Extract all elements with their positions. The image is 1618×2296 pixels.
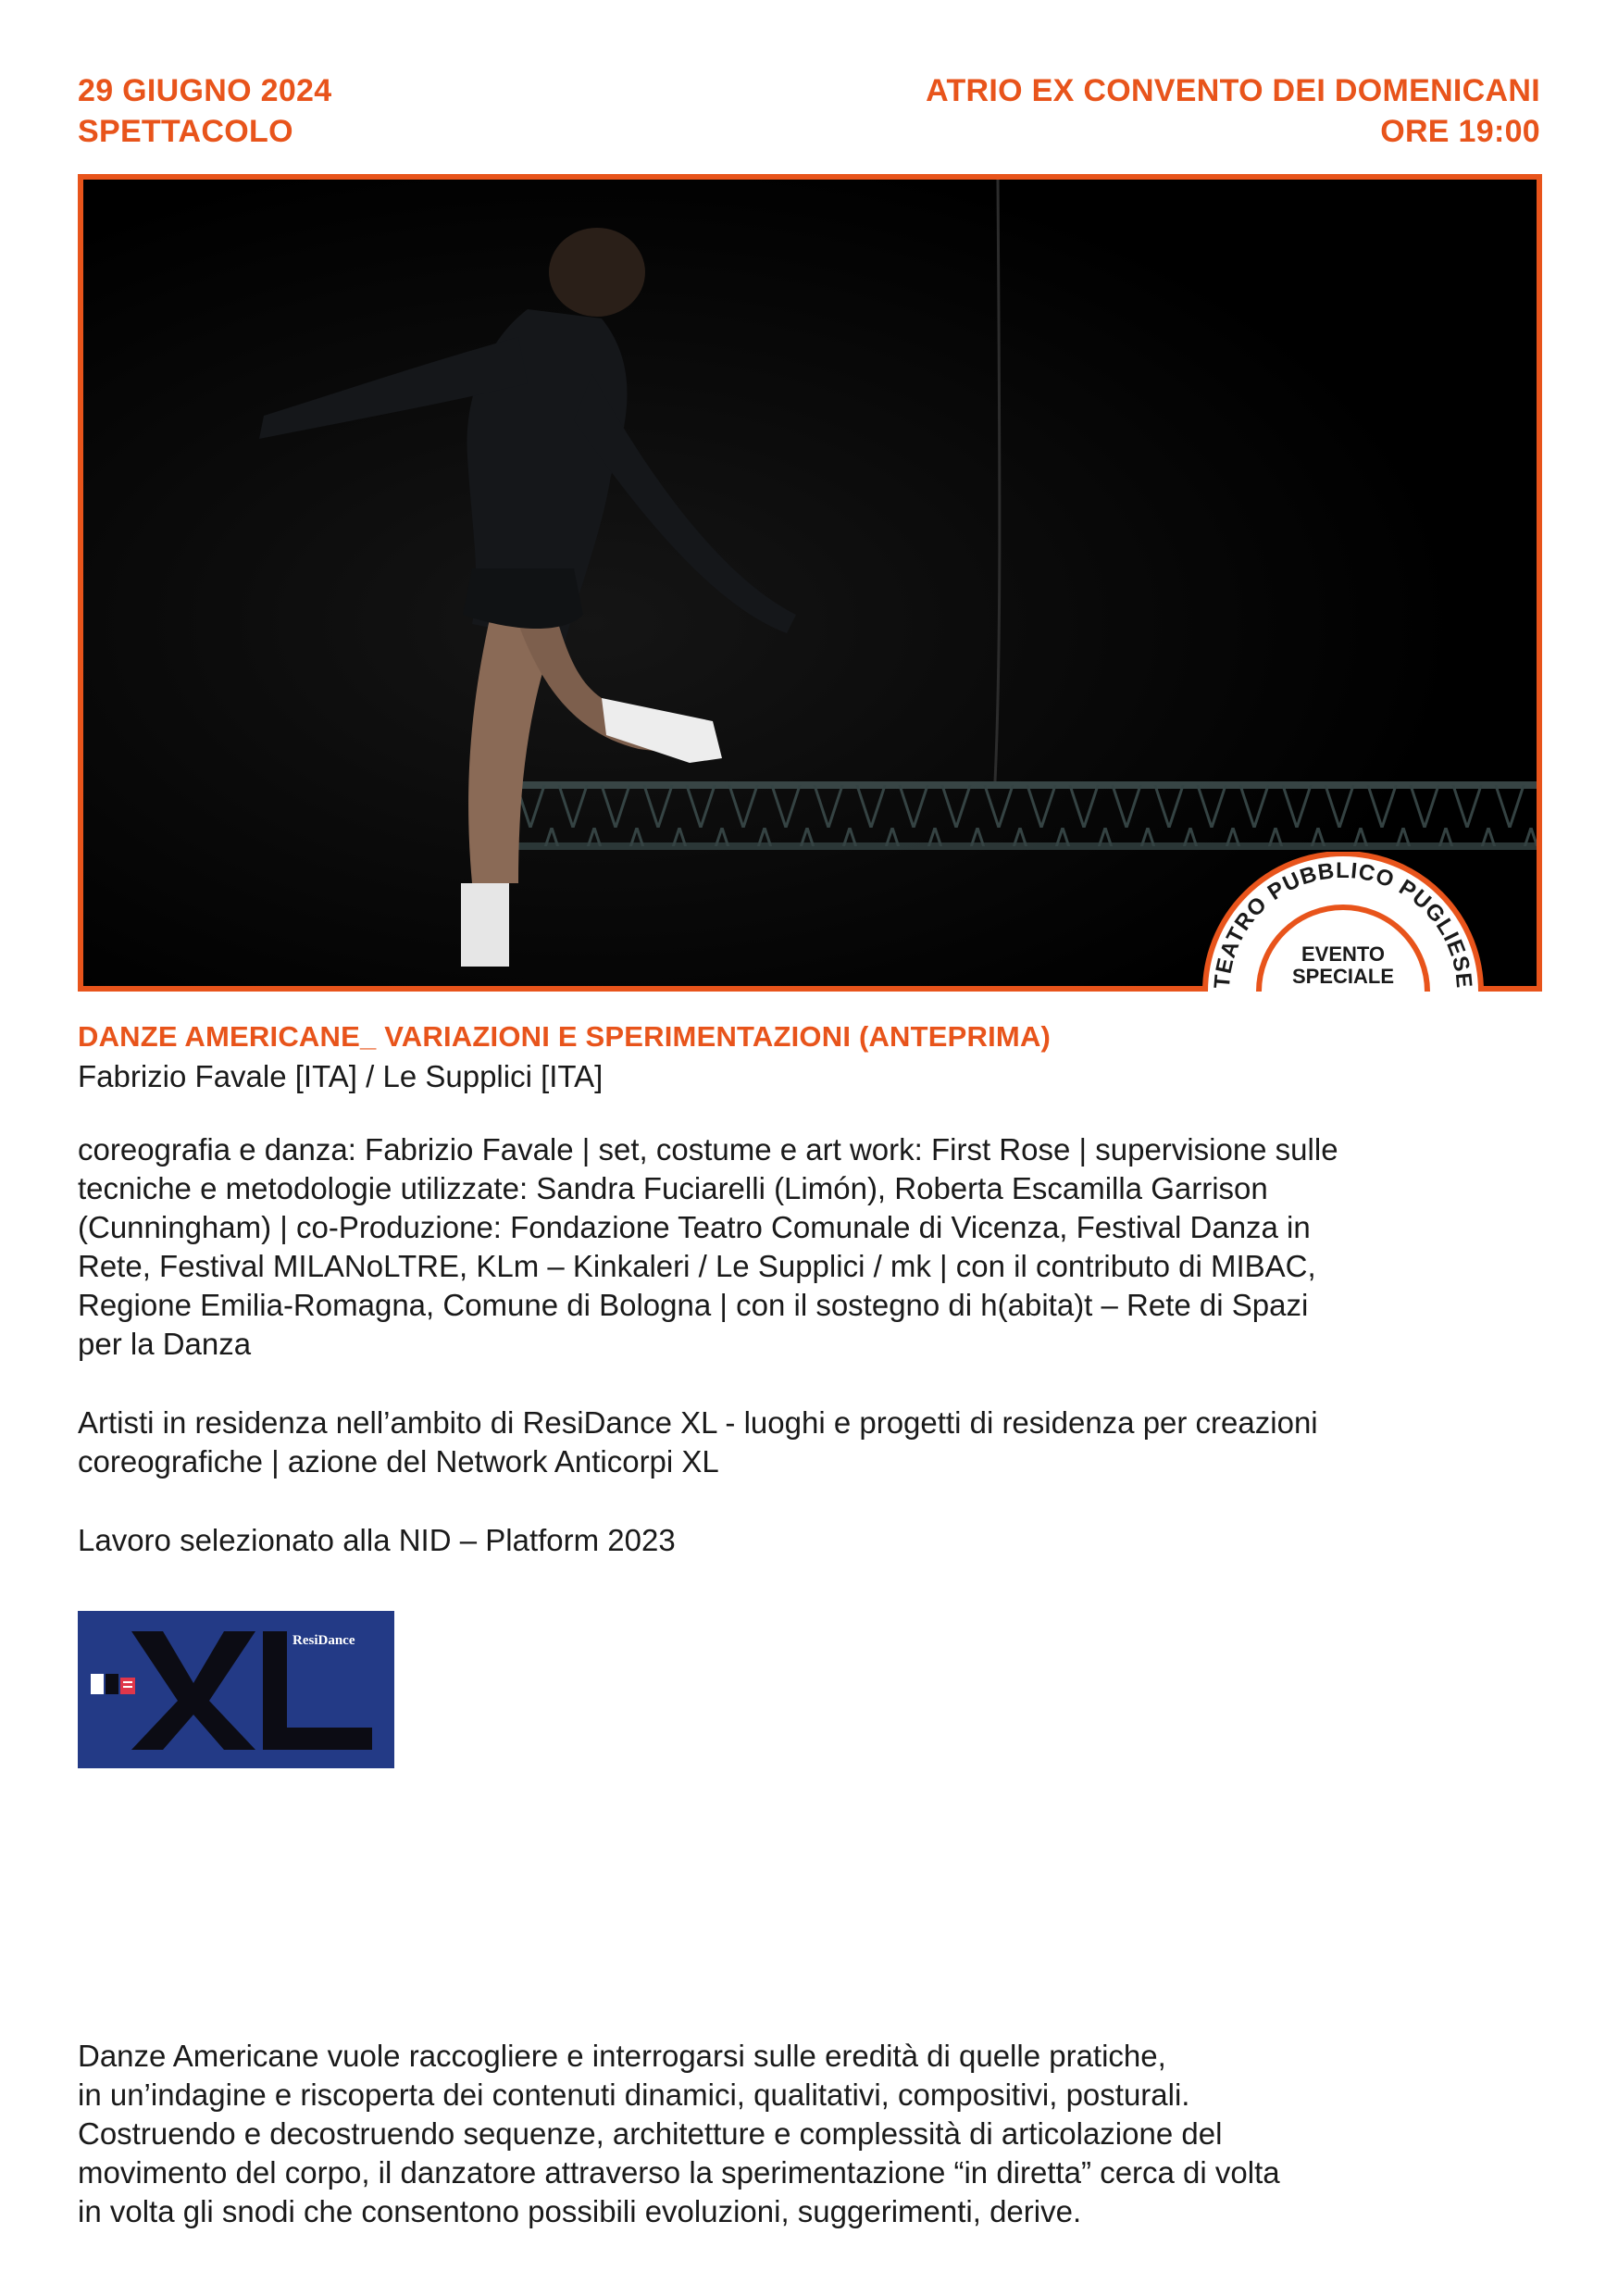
credits-line: (Cunningham) | co-Produzione: Fondazione Teatro Comunale di Vicenza, Festival Danza in [78, 1210, 1311, 1244]
credits-line: Rete, Festival MILANoLTRE, KLm – Kinkaleri / Le Supplici / mk | con il contributo di MIBAC, [78, 1249, 1316, 1283]
event-time: ORE 19:00 [1380, 114, 1540, 149]
special-event-badge [1201, 852, 1485, 992]
description-line: in un’indagine e riscoperta dei contenuti dinamici, qualitativi, compositivi, posturali. [78, 2078, 1190, 2112]
residency-paragraph [78, 1404, 1550, 1481]
show-title: DANZE AMERICANE_ VARIAZIONI E SPERIMENTAZIONI (ANTEPRIMA) [78, 1020, 1052, 1053]
description-line: movimento del corpo, il danzatore attraverso la sperimentazione “in diretta” cerca di volta [78, 2155, 1280, 2190]
badge-line2: SPECIALE [1291, 965, 1395, 988]
badge-arc-text: TEATRO PUBBLICO PUGLIESE [1209, 857, 1477, 990]
event-date-block [78, 70, 331, 152]
description-line: in volta gli snodi che consentono possibili evoluzioni, suggerimenti, derive. [78, 2194, 1082, 2228]
logo-label: ResiDance [292, 1633, 355, 1648]
residency-line: coreografiche | azione del Network Anticorpi XL [78, 1444, 719, 1479]
credits-line: Regione Emilia-Romagna, Comune di Bologna | con il sostegno di h(abita)t – Rete di Spazi [78, 1288, 1309, 1322]
event-venue-block [926, 70, 1540, 152]
credits-paragraph [78, 1130, 1550, 1364]
badge-arc-icon [1201, 852, 1485, 992]
credits-line: tecniche e metodologie utilizzate: Sandra Fuciarelli (Limón), Roberta Escamilla Garrison [78, 1171, 1268, 1205]
description-line: Costruendo e decostruendo sequenze, architetture e complessità di articolazione del [78, 2116, 1223, 2151]
selection-line: Lavoro selezionato alla NID – Platform 2023 [78, 1523, 676, 1557]
description-paragraph [78, 2037, 1550, 2231]
residance-xl-logo-icon [78, 1611, 394, 1768]
credits-line: coreografia e danza: Fabrizio Favale | set, costume e art work: First Rose | supervisione sulle [78, 1132, 1338, 1167]
description-line: Danze Americane vuole raccogliere e interrogarsi sulle eredità di quelle pratiche, [78, 2039, 1166, 2073]
selection-note [78, 1521, 1550, 1560]
event-category: SPETTACOLO [78, 114, 293, 149]
residency-line: Artisti in residenza nell’ambito di ResiDance XL - luoghi e progetti di residenza per creazioni [78, 1405, 1318, 1440]
credits-line: per la Danza [78, 1327, 252, 1361]
badge-line1: EVENTO [1301, 942, 1386, 966]
show-credits-line: Fabrizio Favale [ITA] / Le Supplici [ITA] [78, 1059, 604, 1093]
event-venue: ATRIO EX CONVENTO DEI DOMENICANI [926, 73, 1540, 108]
residance-xl-logo [78, 1611, 394, 1768]
event-date: 29 GIUGNO 2024 [78, 73, 332, 108]
